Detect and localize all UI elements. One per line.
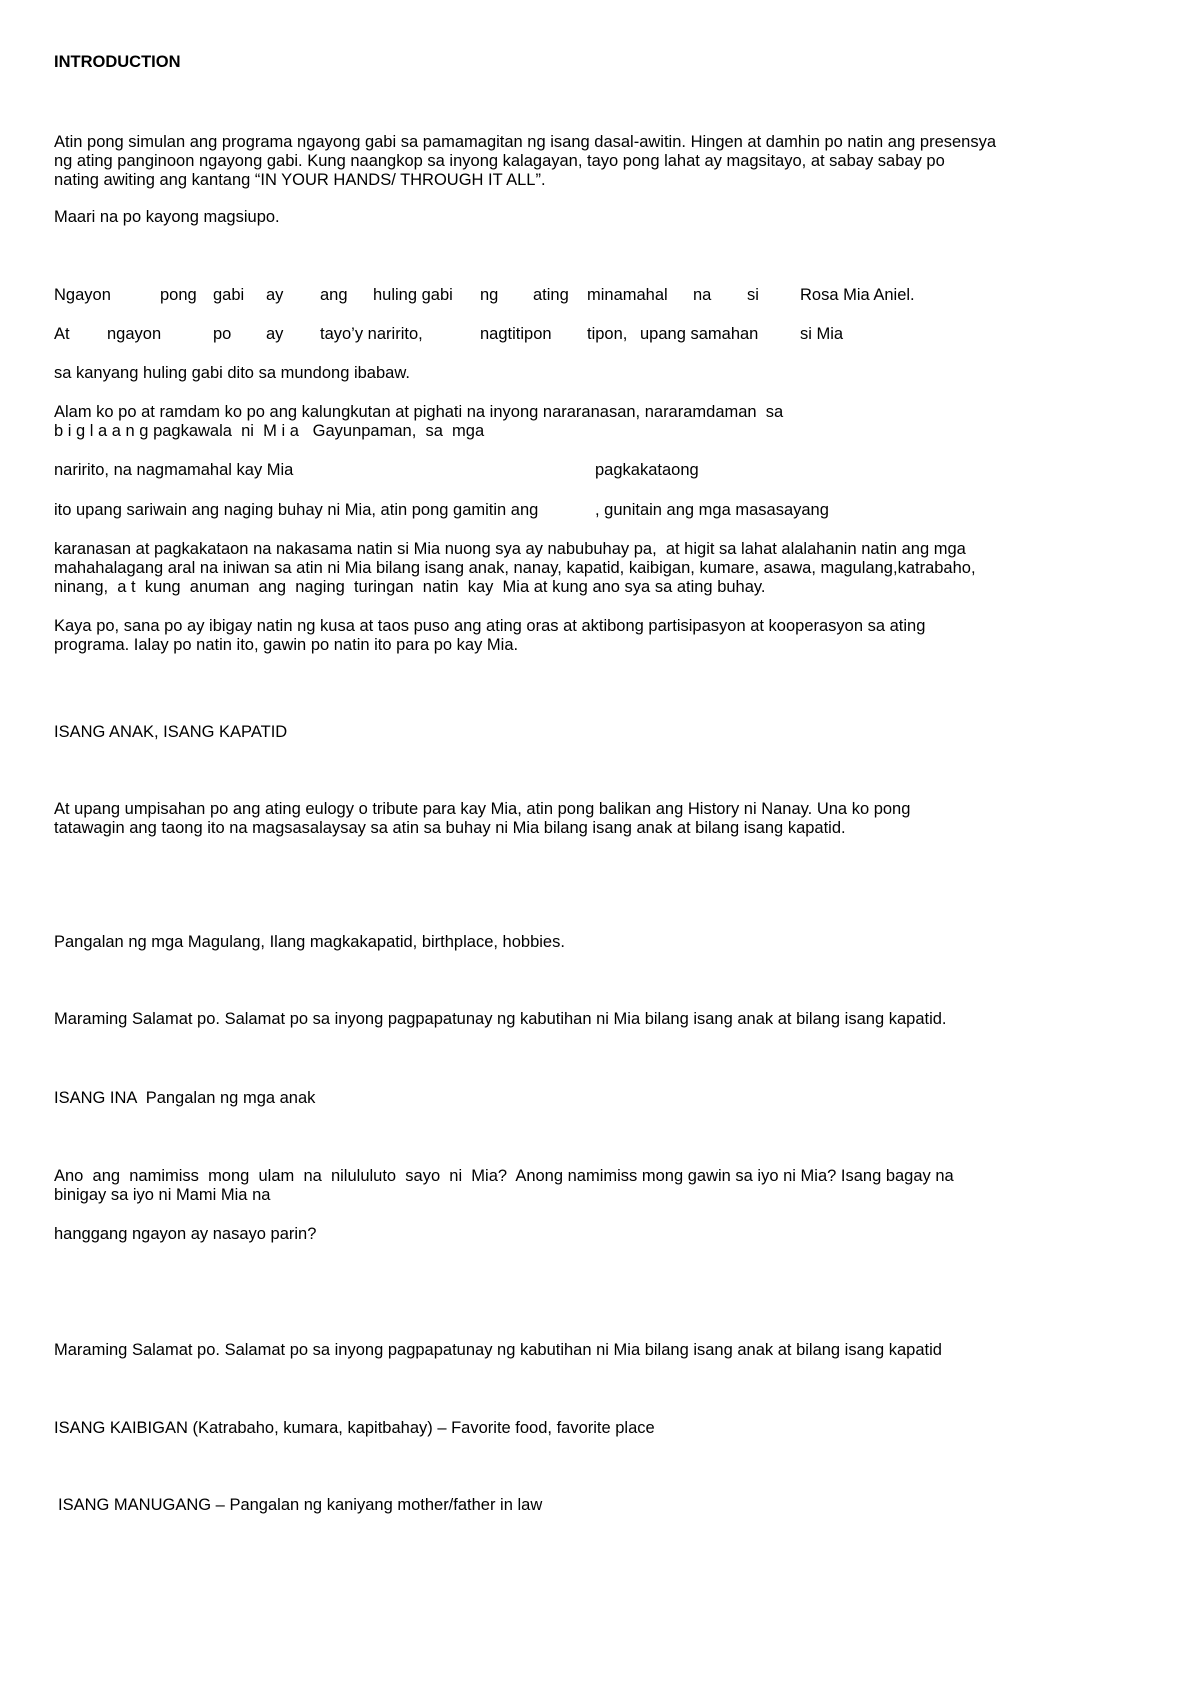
text-fragment: ito upang sariwain ang naging buhay ni Mia, atin pong gamitin ang bbox=[54, 501, 539, 519]
word: pong bbox=[160, 286, 197, 304]
text-fragment: , gunitain ang mga masasayang bbox=[595, 501, 829, 519]
text-line: nating awiting ang kantang “IN YOUR HANDS/ THROUGH IT ALL”. bbox=[54, 171, 546, 189]
word: ang bbox=[320, 286, 348, 304]
word: si Mia bbox=[800, 325, 844, 343]
hanggang-line: hanggang ngayon ay nasayo parin? bbox=[54, 1225, 317, 1243]
word: Ngayon bbox=[54, 286, 111, 304]
deceased-name: Rosa Mia Aniel. bbox=[800, 286, 915, 304]
word: nagtitipon bbox=[480, 325, 552, 343]
heading-introduction: INTRODUCTION bbox=[54, 53, 181, 71]
karanasan-paragraph bbox=[54, 540, 1180, 597]
text-fragment: naririto, na nagmamahal kay Mia bbox=[54, 461, 294, 479]
text-line: ninang, a t kung anuman ang naging turingan natin kay Mia at kung ano sya sa ating buhay. bbox=[54, 578, 766, 596]
word: ating bbox=[533, 286, 569, 304]
word: At bbox=[54, 325, 70, 343]
word: si bbox=[747, 286, 759, 304]
text-line: Alam ko po at ramdam ko po ang kalungkutan at pighati na inyong nararanasan, nararamdaman sa bbox=[54, 403, 784, 421]
text-line: tatawagin ang taong ito na magsasalaysay sa atin sa buhay ni Mia bilang isang anak at bilang isang kapatid. bbox=[54, 819, 846, 837]
ano-paragraph bbox=[54, 1167, 1180, 1205]
text-line: Kaya po, sana po ay ibigay natin ng kusa at taos puso ang ating oras at aktibong partisipasyon at kooperasyon sa ating bbox=[54, 617, 926, 635]
eulogy-paragraph bbox=[54, 800, 1180, 838]
spaced-row-1 bbox=[54, 286, 1180, 305]
word: na bbox=[693, 286, 712, 304]
word: ng bbox=[480, 286, 499, 304]
section-heading-anak: ISANG ANAK, ISANG KAPATID bbox=[54, 723, 288, 741]
spaced-row-2 bbox=[54, 325, 1180, 344]
text-line: sa kanyang huling gabi dito sa mundong ibabaw. bbox=[54, 364, 410, 382]
text-fragment: pagkakataong bbox=[595, 461, 699, 479]
salamat-line-1: Maraming Salamat po. Salamat po sa inyong pagpapatunay ng kabutihan ni Mia bilang isang anak at bilang isang kapatid. bbox=[54, 1010, 947, 1028]
pangalan-line: Pangalan ng mga Magulang, Ilang magkakapatid, birthplace, hobbies. bbox=[54, 933, 565, 951]
word: gabi bbox=[213, 286, 245, 304]
kaya-paragraph bbox=[54, 617, 1180, 655]
maari-line: Maari na po kayong magsiupo. bbox=[54, 208, 280, 226]
word: po bbox=[213, 325, 232, 343]
text-line: programa. Ialay po natin ito, gawin po natin ito para po kay Mia. bbox=[54, 636, 519, 654]
word: tayo’y naririto, bbox=[320, 325, 423, 343]
word: huling gabi bbox=[373, 286, 453, 304]
text-line: Ano ang namimiss mong ulam na nilululuto sayo ni Mia? Anong namimiss mong gawin sa iyo ni Mia? Isang bagay na bbox=[54, 1167, 954, 1185]
salamat-line-2: Maraming Salamat po. Salamat po sa inyong pagpapatunay ng kabutihan ni Mia bilang isang anak at bilang isang kapatid bbox=[54, 1341, 942, 1359]
text-line: At upang umpisahan po ang ating eulogy o tribute para kay Mia, atin pong balikan ang History ni Nanay. Una ko pong bbox=[54, 800, 911, 818]
word: minamahal bbox=[587, 286, 668, 304]
text-line: karanasan at pagkakataon na nakasama natin si Mia nuong sya ay nabubuhay pa, at higit sa lahat alalahanin natin ang mga bbox=[54, 540, 966, 558]
text-line: mahahalagang aral na iniwan sa atin ni Mia bilang isang anak, nanay, kapatid, kaibigan, kumare, asawa, magulang,katrabaho, bbox=[54, 559, 976, 577]
word: ngayon bbox=[107, 325, 162, 343]
intro-paragraph bbox=[54, 133, 1180, 190]
naririto-row bbox=[54, 461, 1180, 480]
text-line: ng ating panginoon ngayong gabi. Kung naangkop sa inyong kalagayan, tayo pong lahat ay magsitayo, at sabay sabay po bbox=[54, 152, 945, 170]
ito-upang-row bbox=[54, 501, 1180, 520]
section-heading-kaibigan: ISANG KAIBIGAN (Katrabaho, kumara, kapitbahay) – Favorite food, favorite place bbox=[54, 1419, 655, 1437]
word: ay bbox=[266, 325, 284, 343]
word: ay bbox=[266, 286, 284, 304]
section-heading-ina: ISANG INA Pangalan ng mga anak bbox=[54, 1089, 316, 1107]
word: upang samahan bbox=[640, 325, 759, 343]
text-line: Atin pong simulan ang programa ngayong gabi sa pamamagitan ng isang dasal-awitin. Hingen at damhin po natin ang presensya bbox=[54, 133, 997, 151]
section-heading-manugang: ISANG MANUGANG – Pangalan ng kaniyang mother/father in law bbox=[58, 1496, 543, 1514]
word: tipon, bbox=[587, 325, 628, 343]
alam-paragraph bbox=[54, 403, 1180, 441]
text-line: binigay sa iyo ni Mami Mia na bbox=[54, 1186, 271, 1204]
text-line: b i g l a a n g pagkawala ni M i a Gayunpaman, sa mga bbox=[54, 422, 485, 440]
